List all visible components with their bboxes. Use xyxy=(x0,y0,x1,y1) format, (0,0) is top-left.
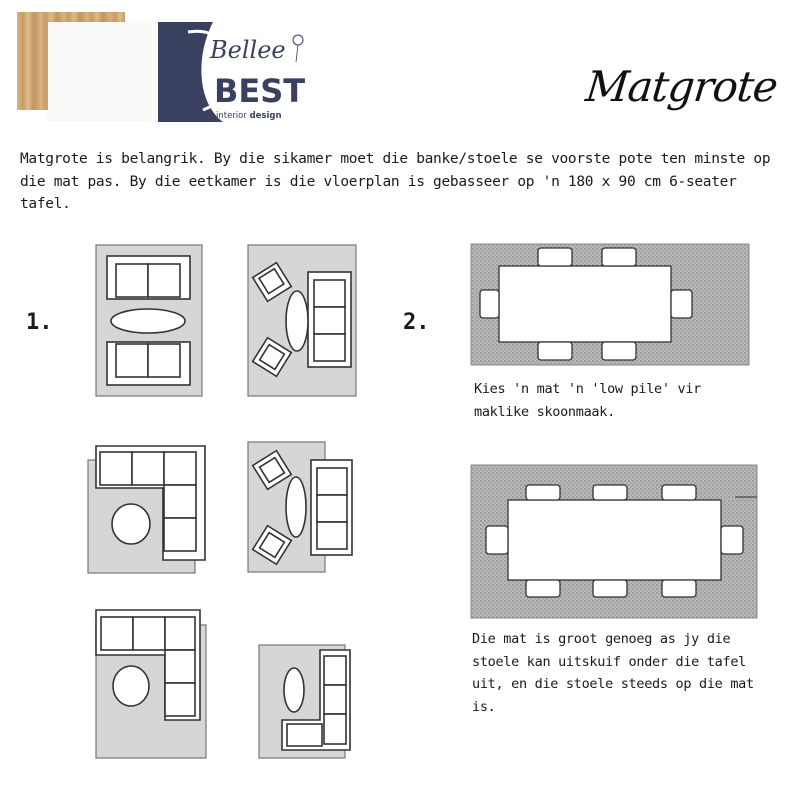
layout-sectional xyxy=(88,446,205,573)
coffee-table xyxy=(111,309,185,333)
chair xyxy=(602,248,636,266)
coffee-table xyxy=(284,668,304,712)
chair xyxy=(526,580,560,597)
coffee-table xyxy=(112,504,150,544)
intro-paragraph: Matgrote is belangrik. By die sikamer moet die banke/stoele se voorste pote ten minste op die mat pas. By die eetkamer is die vloerplan is gebasseer op 'n 180 x 90 cm 6-seater tafel. xyxy=(20,151,771,212)
note-large-rug: Die mat is groot genoeg as jy die stoele kan uitskuif onder die tafel uit, en die stoele steeds op die mat is. xyxy=(472,631,754,715)
layout-sofa-armchairs xyxy=(248,245,356,396)
chair xyxy=(480,290,499,318)
chair xyxy=(538,342,572,360)
chair xyxy=(721,526,743,554)
coffee-table xyxy=(286,291,308,351)
layout-sectional-large xyxy=(96,610,206,758)
dining-table xyxy=(499,266,671,342)
section-number-one: 1. xyxy=(26,310,53,335)
section-number-two: 2. xyxy=(403,310,430,335)
chair xyxy=(662,580,696,597)
chair xyxy=(486,526,508,554)
dining-table xyxy=(508,500,721,580)
layout-sofa-armchairs-small xyxy=(248,442,352,572)
chair xyxy=(593,485,627,500)
coffee-table xyxy=(113,666,149,706)
chair xyxy=(662,485,696,500)
logo-tagline-bold: design xyxy=(249,111,282,121)
logo-name-bottom: BEST xyxy=(214,72,306,110)
dining-large-rug xyxy=(471,465,757,618)
dining-small-rug xyxy=(471,244,749,365)
note-small-rug: Kies 'n mat 'n 'low pile' vir maklike skoonmaak. xyxy=(474,381,702,420)
chair xyxy=(526,485,560,500)
page-title: Matgrote xyxy=(583,62,780,111)
chair xyxy=(593,580,627,597)
logo-tagline-plain: interior xyxy=(216,111,247,121)
chair xyxy=(671,290,692,318)
chair xyxy=(602,342,636,360)
logo-name-top: Bellee xyxy=(210,36,286,64)
layout-two-sofas xyxy=(96,245,202,396)
coffee-table xyxy=(286,477,306,537)
layout-l-sofa xyxy=(259,645,350,758)
chair xyxy=(538,248,572,266)
